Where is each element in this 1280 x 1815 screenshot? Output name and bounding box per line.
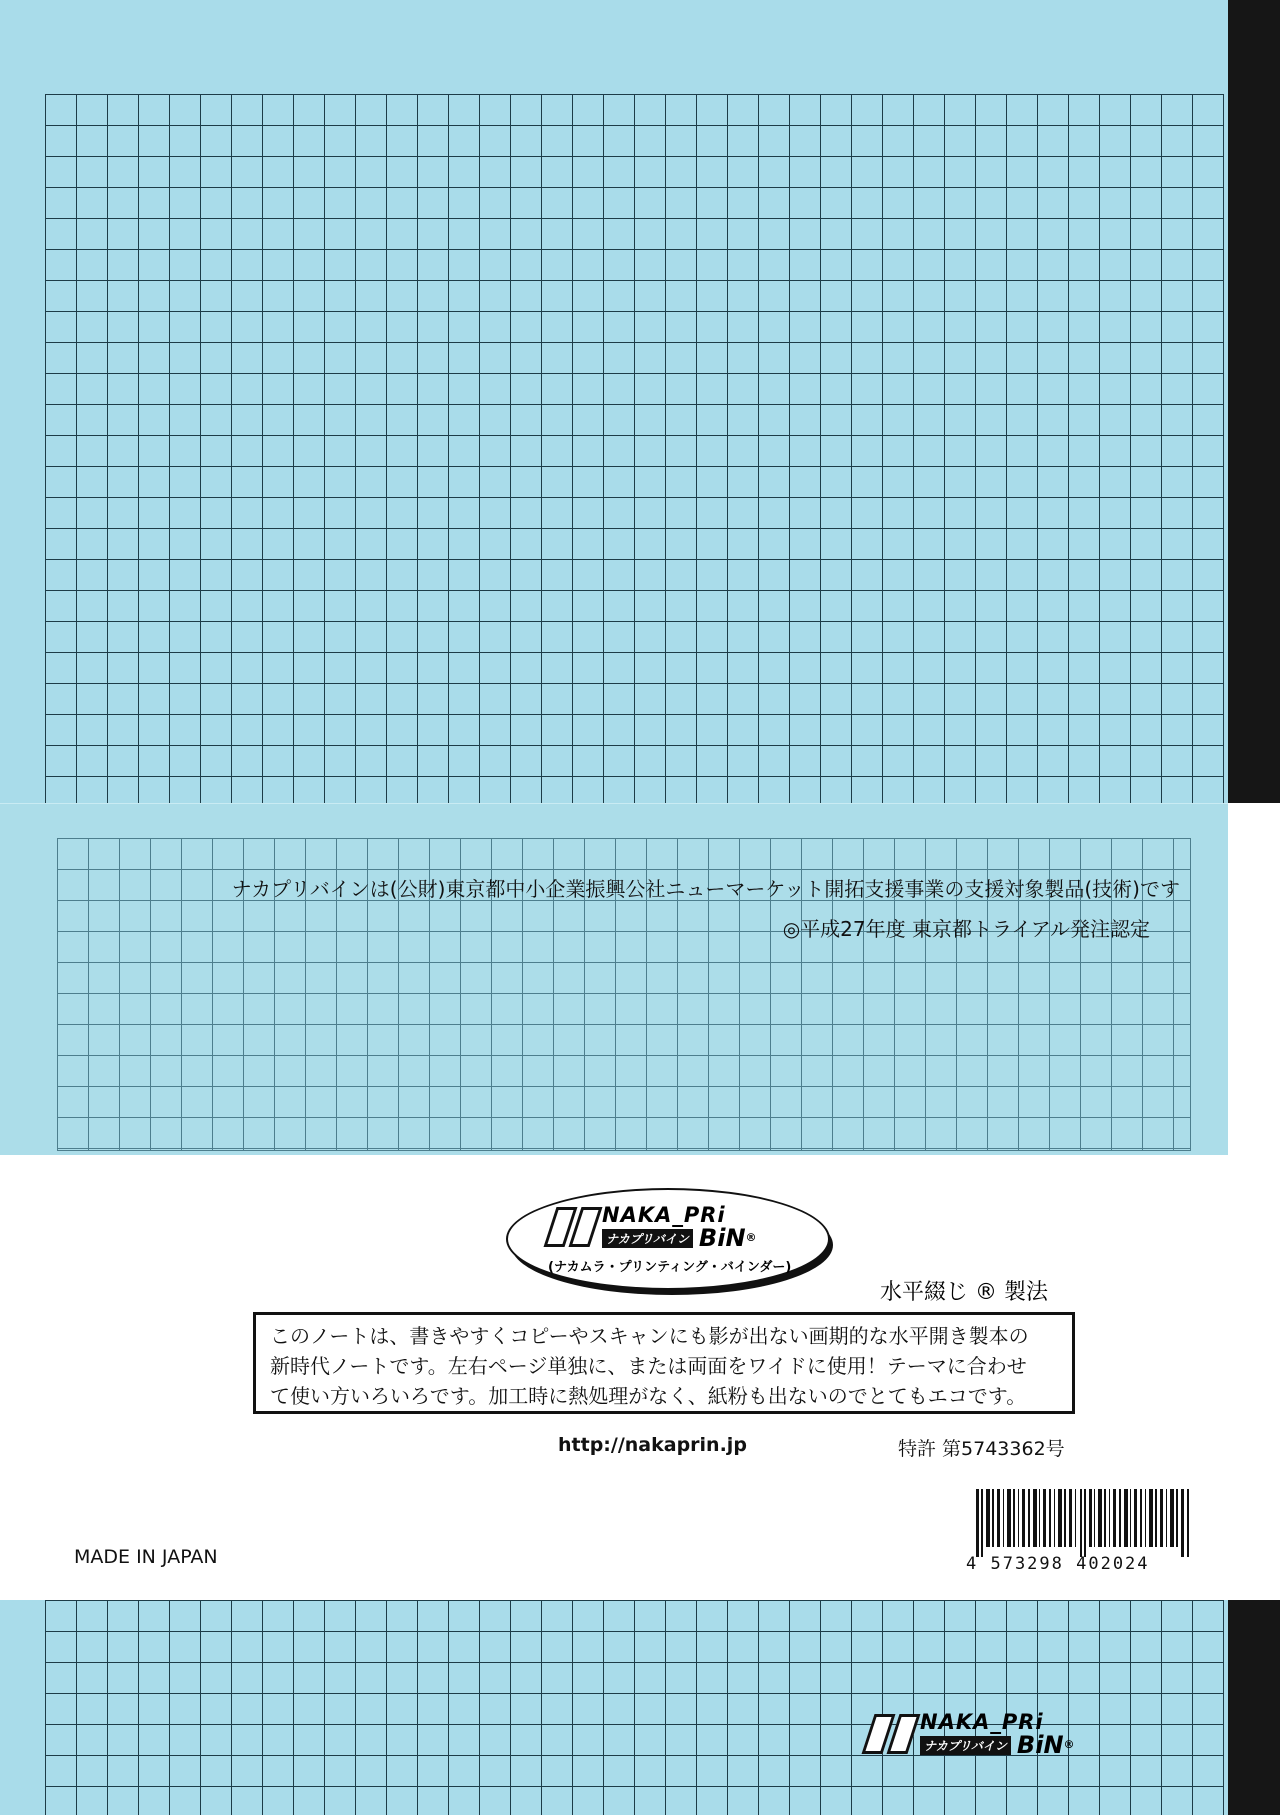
made-in-label: MADE IN JAPAN bbox=[74, 1546, 218, 1568]
barcode-number: 4 573298 402024 bbox=[966, 1554, 1150, 1574]
description-line: て使い方いろいろです。加工時に熱処理がなく、紙粉も出ないのでとてもエコです。 bbox=[270, 1384, 1027, 1408]
brand-logo bbox=[550, 1204, 757, 1250]
brand-bin: BiN® bbox=[698, 1224, 757, 1252]
brand-mark-icon bbox=[868, 1714, 914, 1754]
brand-bin: BiN® bbox=[1016, 1731, 1075, 1759]
graph-grid-top bbox=[45, 94, 1224, 805]
brand-name-kana: ナカプリバイン bbox=[602, 1229, 693, 1248]
brand-name-en: NAKA_PRi bbox=[602, 1203, 726, 1227]
description-line: このノートは、書きやすくコピーやスキャンにも影が出ない画期的な水平開き製本の bbox=[270, 1324, 1029, 1348]
graph-grid-bottom bbox=[45, 1600, 1224, 1815]
spine-under-band bbox=[1228, 803, 1280, 1600]
barcode-icon bbox=[976, 1489, 1194, 1557]
trial-certification-notice: ◎平成27年度 東京都トライアル発注認定 bbox=[782, 917, 1150, 941]
brand-name-kana: ナカプリバイン bbox=[920, 1736, 1011, 1755]
brand-subtitle: (ナカムラ・プリンティング・バインダー) bbox=[548, 1260, 792, 1275]
support-notice: ナカプリバインは(公財)東京都中小企業振興公社ニューマーケット開拓支援事業の支援対象製品(技術)です bbox=[231, 877, 1180, 901]
brand-logo-bottom bbox=[868, 1711, 1075, 1757]
website-url: http://nakaprin.jp bbox=[558, 1434, 747, 1456]
product-description bbox=[253, 1312, 1075, 1414]
brand-mark-icon bbox=[550, 1207, 596, 1247]
binding-method-label: 水平綴じ ® 製法 bbox=[880, 1280, 1048, 1305]
description-line: 新時代ノートです。左右ページ単独に、または両面をワイドに使用！テーマに合わせ bbox=[270, 1354, 1027, 1378]
brand-name-en: NAKA_PRi bbox=[920, 1710, 1044, 1734]
patent-number: 特許 第5743362号 bbox=[898, 1438, 1065, 1460]
